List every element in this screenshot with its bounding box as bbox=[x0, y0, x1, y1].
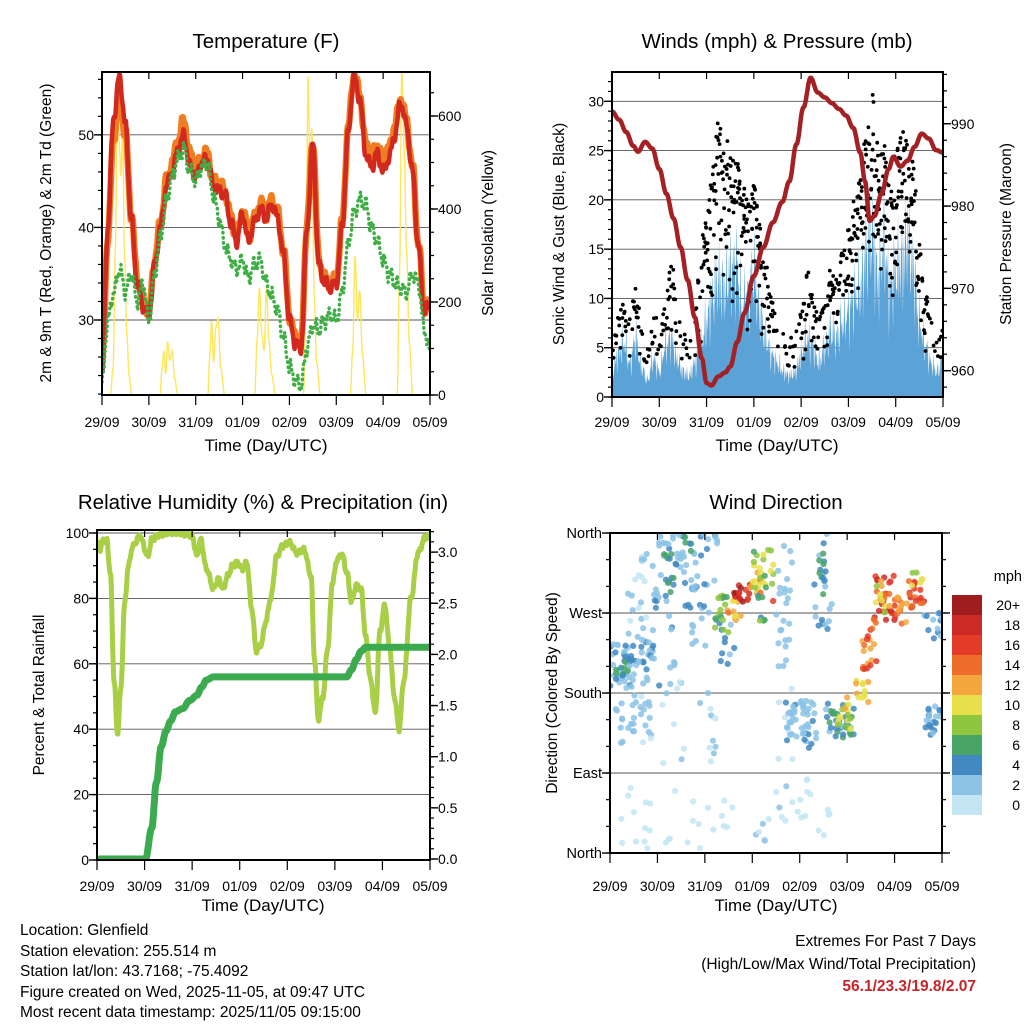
tick-label: 03/09 bbox=[829, 878, 865, 894]
tick-label: 3.0 bbox=[438, 544, 458, 561]
winddir-yaxis-left-label: Direction (Colored By Speed) bbox=[544, 592, 561, 794]
tick-label: 8 bbox=[1012, 716, 1020, 733]
tick-label: 30 bbox=[78, 312, 94, 328]
tick-label: 02/09 bbox=[782, 878, 818, 894]
tick-label: 02/09 bbox=[783, 414, 819, 430]
tick-label: 0 bbox=[81, 852, 89, 868]
tick-label: 31/09 bbox=[687, 878, 723, 894]
winds-yaxis-right-label: Station Pressure (Maroon) bbox=[998, 143, 1015, 325]
tick-label: 0 bbox=[1012, 796, 1020, 813]
extremes-block bbox=[701, 931, 976, 999]
extremes-title: Extremes For Past 7 Days bbox=[795, 933, 976, 950]
tick-label: 02/09 bbox=[269, 878, 305, 894]
tick-label: 31/09 bbox=[689, 414, 725, 430]
tick-label: 02/09 bbox=[271, 414, 307, 430]
tick-label: 05/09 bbox=[412, 414, 448, 430]
tick-label: 10 bbox=[588, 290, 604, 307]
tick-label: East bbox=[572, 766, 602, 782]
tick-label: 15 bbox=[588, 241, 604, 258]
tick-label: 12 bbox=[1004, 676, 1020, 693]
tick-label: 1.5 bbox=[438, 697, 458, 714]
tick-label: 30/09 bbox=[131, 414, 167, 430]
tick-label: 30/09 bbox=[127, 878, 163, 894]
tick-label: 05/09 bbox=[925, 414, 961, 430]
tick-label: 30 bbox=[588, 93, 604, 110]
tick-label: 29/09 bbox=[84, 414, 120, 430]
tick-label: 30/09 bbox=[639, 878, 675, 894]
tick-label: 40 bbox=[78, 219, 94, 236]
humidity-chart-title: Relative Humidity (%) & Precipitation (in) bbox=[77, 491, 449, 514]
tick-label: 0 bbox=[596, 389, 604, 405]
tick-label: 29/09 bbox=[79, 878, 115, 894]
tick-label: 04/09 bbox=[364, 878, 400, 894]
tick-label: 960 bbox=[951, 362, 975, 379]
tick-label: 25 bbox=[588, 142, 604, 159]
tick-label: 20 bbox=[73, 786, 89, 803]
winddir-xaxis-label: Time (Day/UTC) bbox=[714, 896, 838, 915]
tick-label: 03/09 bbox=[318, 414, 354, 430]
tick-label: 80 bbox=[73, 590, 89, 607]
tick-label: 16 bbox=[1004, 636, 1020, 653]
tick-label: 980 bbox=[951, 198, 975, 215]
tick-label: 20+ bbox=[996, 596, 1020, 613]
humidity-yaxis-left-label: Percent & Total Rainfall bbox=[31, 614, 48, 776]
tick-label: 01/09 bbox=[736, 414, 772, 430]
tick-label: 14 bbox=[1004, 656, 1020, 673]
station-latlon: Station lat/lon: 43.7168; -75.4092 bbox=[20, 963, 249, 980]
tick-label: West bbox=[569, 606, 602, 622]
tick-label: 4 bbox=[1012, 756, 1020, 773]
tick-label: 0 bbox=[438, 387, 446, 403]
temperature-yaxis-right-label: Solar Insolation (Yellow) bbox=[480, 150, 497, 316]
extremes-values: 56.1/23.3/19.8/2.07 bbox=[842, 978, 976, 995]
tick-label: 970 bbox=[951, 280, 975, 297]
tick-label: 0.5 bbox=[438, 799, 458, 816]
tick-label: 400 bbox=[438, 201, 462, 217]
winds-xaxis-label: Time (Day/UTC) bbox=[715, 436, 839, 455]
tick-label: 990 bbox=[951, 115, 975, 132]
tick-label: 20 bbox=[588, 191, 604, 208]
tick-label: 31/09 bbox=[174, 878, 210, 894]
station-info bbox=[20, 921, 365, 1024]
tick-label: 05/09 bbox=[412, 878, 448, 894]
tick-label: 2 bbox=[1012, 776, 1020, 793]
tick-label: 04/09 bbox=[365, 414, 401, 430]
tick-label: 2.0 bbox=[438, 646, 458, 663]
tick-label: 100 bbox=[65, 525, 89, 541]
tick-label: 6 bbox=[1012, 736, 1020, 753]
temperature-yaxis-left-label: 2m & 9m T (Red, Orange) & 2m Td (Green) bbox=[38, 83, 55, 383]
tick-label: 2.5 bbox=[438, 595, 458, 612]
tick-label: 200 bbox=[438, 294, 462, 310]
figure-created-timestamp: Figure created on Wed, 2025-11-05, at 09:47 UTC bbox=[20, 983, 365, 1001]
station-elevation: Station elevation: 255.514 m bbox=[20, 942, 217, 960]
extremes-subtitle: (High/Low/Max Wind/Total Precipitation) bbox=[701, 955, 976, 973]
tick-label: 600 bbox=[438, 108, 462, 124]
winds-chart-title: Winds (mph) & Pressure (mb) bbox=[641, 30, 913, 53]
station-location: Location: Glenfield bbox=[20, 922, 149, 939]
tick-label: 29/09 bbox=[592, 878, 628, 894]
tick-label: 1.0 bbox=[438, 748, 458, 765]
tick-label: 01/09 bbox=[734, 878, 770, 894]
tick-label: 18 bbox=[1004, 616, 1020, 633]
tick-label: North bbox=[566, 526, 602, 542]
temperature-xaxis-label: Time (Day/UTC) bbox=[204, 436, 328, 455]
winddir-chart-title: Wind Direction bbox=[709, 491, 843, 514]
tick-label: 03/09 bbox=[317, 878, 353, 894]
tick-label: 04/09 bbox=[877, 878, 913, 894]
tick-label: 50 bbox=[78, 126, 94, 143]
tick-label: 29/09 bbox=[594, 414, 630, 430]
tick-label: 05/09 bbox=[924, 878, 960, 894]
tick-label: 0.0 bbox=[438, 851, 458, 867]
tick-label: South bbox=[564, 686, 602, 702]
humidity-xaxis-label: Time (Day/UTC) bbox=[201, 896, 325, 915]
tick-label: 60 bbox=[73, 655, 89, 672]
tick-label: 01/09 bbox=[225, 414, 261, 430]
colorbar-units-label: mph bbox=[993, 569, 1022, 585]
tick-label: 01/09 bbox=[222, 878, 258, 894]
tick-label: 31/09 bbox=[178, 414, 214, 430]
tick-label: North bbox=[566, 846, 602, 862]
tick-label: 04/09 bbox=[878, 414, 914, 430]
winds-yaxis-left-label: Sonic Wind & Gust (Blue, Black) bbox=[551, 122, 568, 346]
recent-data-timestamp: Most recent data timestamp: 2025/11/05 09:15:00 bbox=[20, 1004, 361, 1021]
tick-label: 40 bbox=[73, 721, 89, 738]
tick-label: 5 bbox=[596, 339, 604, 356]
tick-label: 10 bbox=[1004, 696, 1020, 713]
tick-label: 30/09 bbox=[641, 414, 677, 430]
temperature-chart-title: Temperature (F) bbox=[192, 30, 340, 53]
tick-label: 03/09 bbox=[830, 414, 866, 430]
